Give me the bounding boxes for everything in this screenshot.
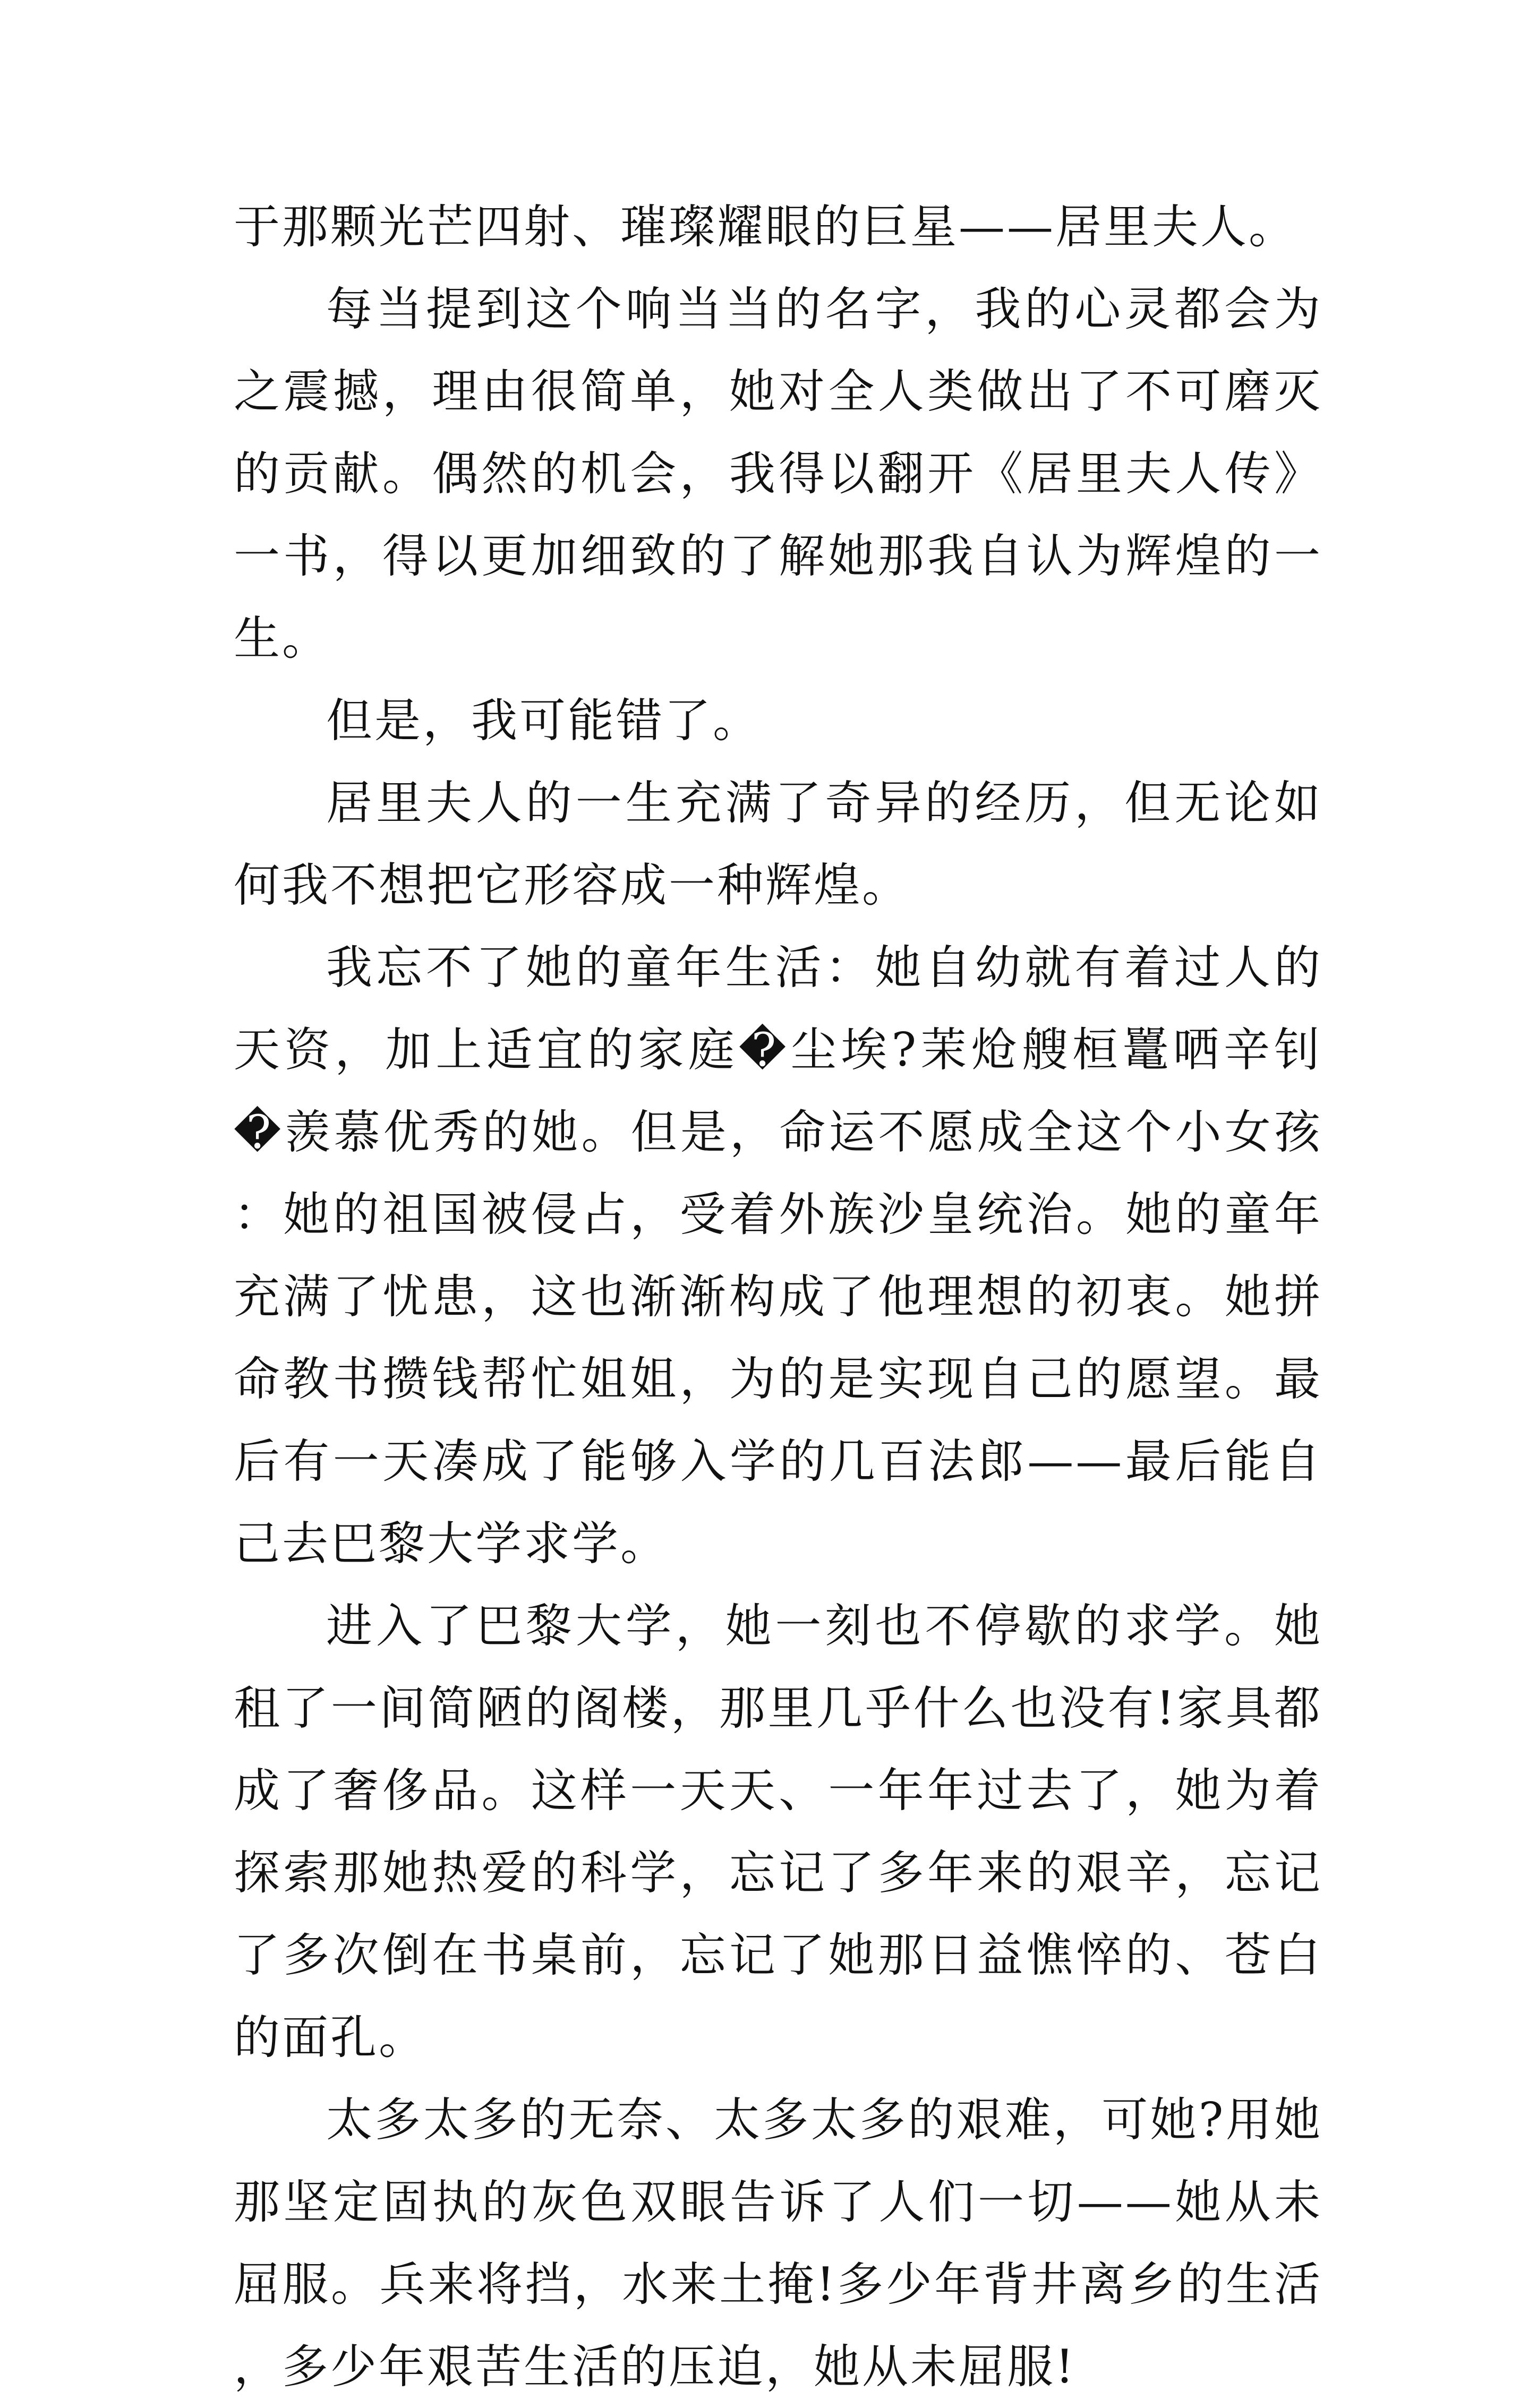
- paragraph: 我忘不了她的童年生活：她自幼就有着过人的天资，加上适宜的家庭�尘埃?茉炝艘桓鼍哂辛钊�羡慕优秀的她。但是，命运不愿成全这个小女孩：她的祖国被侵占，受着外族沙皇统治。她的童年充满了忧患，这也渐渐构成了他理想的初衷。她拼命教书攒钱帮忙姐姐，为的是实现自己的愿望。最后有一天凑成了能够入学的几百法郎——最后能自己去巴黎大学求学。: [234, 940, 1322, 1571]
- article-body: [234, 186, 1322, 2408]
- paragraph: 太多太多的无奈、太多太多的艰难，可她?用她那坚定固执的灰色双眼告诉了人们一切——她从未屈服。兵来将挡，水来土掩!多少年背井离乡的生活，多少年艰苦生活的压迫，她从未屈服!: [234, 2093, 1322, 2394]
- paragraph: 每当提到这个响当当的名字，我的心灵都会为之震撼，理由很简单，她对全人类做出了不可磨灭的贡献。偶然的机会，我得以翻开《居里夫人传》一书，得以更加细致的了解她那我自认为辉煌的一生。: [234, 282, 1322, 665]
- paragraph: 但是，我可能错了。: [326, 693, 761, 748]
- paragraph-continuation: 于那颗光芒四射、璀璨耀眼的巨星——居里夫人。: [234, 200, 1297, 254]
- paragraph: 居里夫人的一生充满了奇异的经历，但无论如何我不想把它形容成一种辉煌。: [234, 776, 1322, 912]
- paragraph: 进入了巴黎大学，她一刻也不停歇的求学。她租了一间简陋的阁楼，那里几乎什么也没有!家具都成了奢侈品。这样一天天、一年年过去了，她为着探索那她热爱的科学，忘记了多年来的艰辛，忘记了多次倒在书桌前，忘记了她那日益憔悴的、苍白的面孔。: [234, 1599, 1322, 2064]
